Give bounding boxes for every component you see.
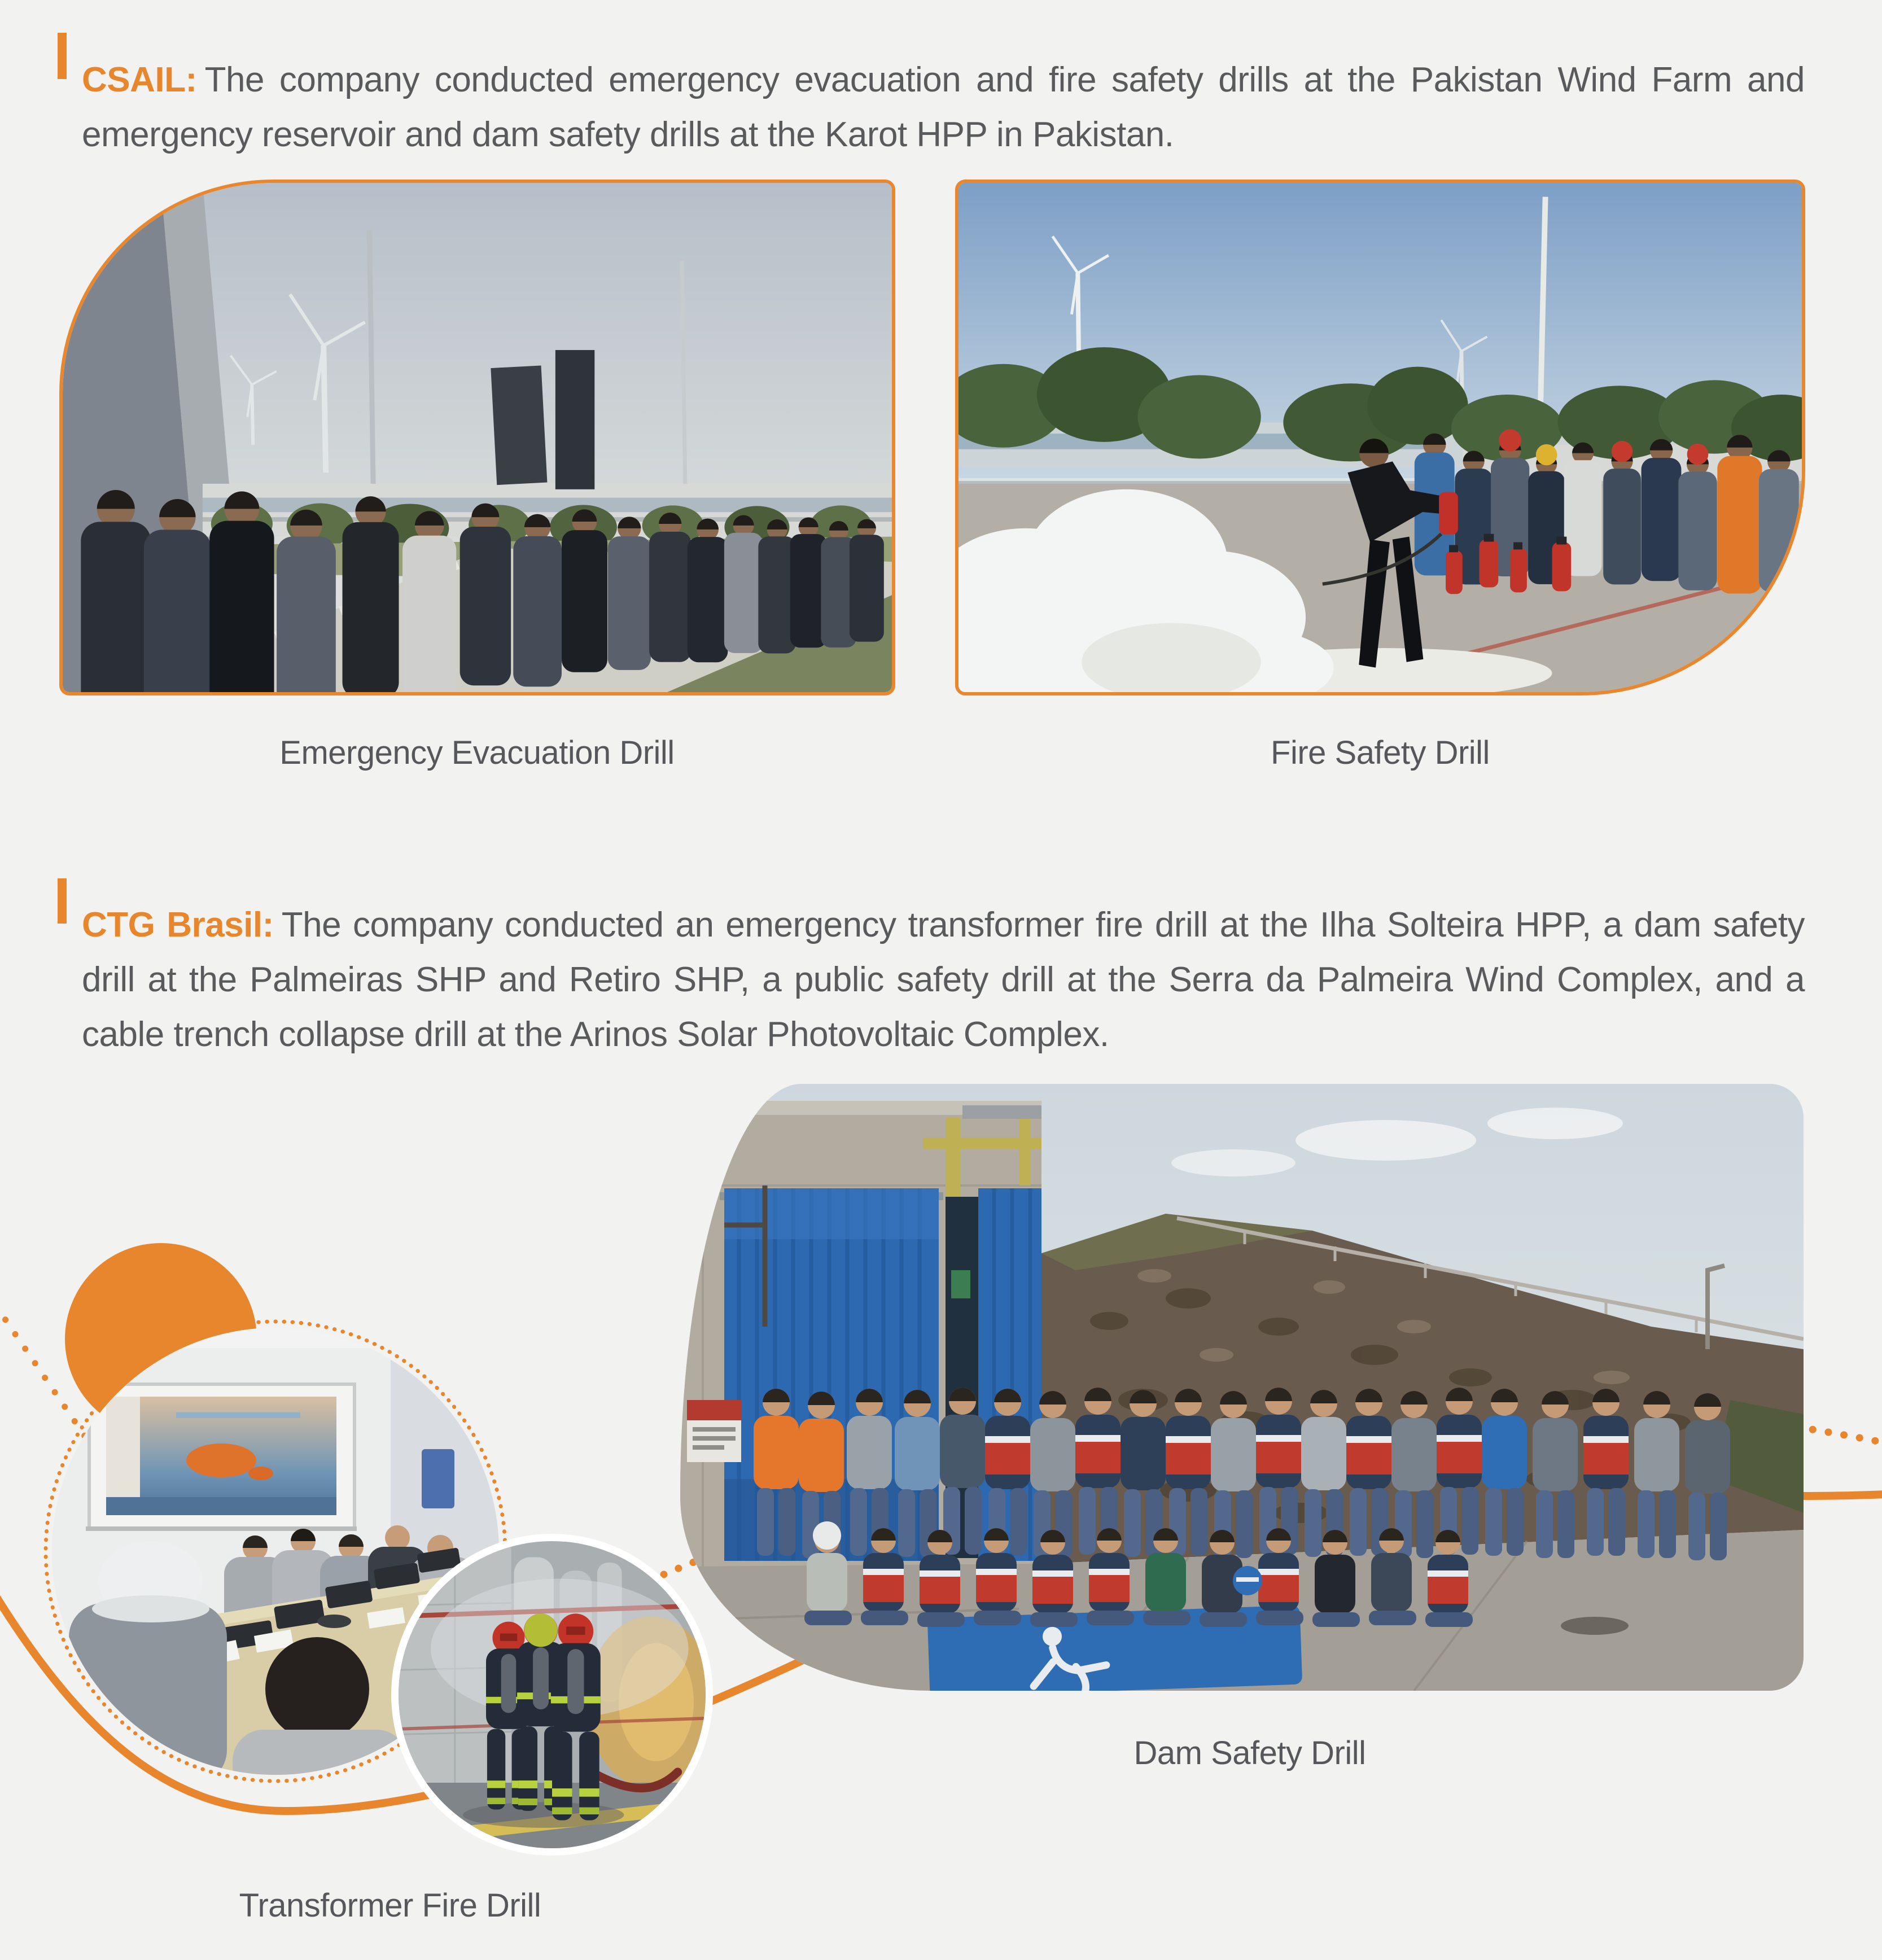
section-label-ctg-brasil: CTG Brasil: bbox=[82, 905, 274, 944]
caption-transformer-fire-drill: Transformer Fire Drill bbox=[239, 1887, 541, 1924]
section-text-ctg-brasil: The company conducted an emergency transformer fire drill at the Ilha Solteira HPP, a dam safety drill at the Palmeiras SHP and Retiro SHP, a public safety drill at the Serra da Palmeira Wind Complex, and a cable trench collapse drill at the Arinos Solar Photovoltaic Complex. bbox=[82, 905, 1805, 1054]
paragraph-csail bbox=[82, 53, 1805, 162]
photo-transformer-fire-drill-firefighters bbox=[391, 1534, 713, 1856]
section-label-csail: CSAIL: bbox=[82, 60, 197, 99]
photo-emergency-evacuation-drill bbox=[59, 180, 895, 695]
section-bar-csail bbox=[58, 33, 67, 79]
paragraph-ctg-brasil bbox=[82, 898, 1805, 1062]
photo-fire-safety-drill bbox=[955, 180, 1805, 695]
warning-sign bbox=[687, 1400, 741, 1462]
photo-dam-safety-drill bbox=[680, 1084, 1804, 1691]
caption-dam-safety-drill: Dam Safety Drill bbox=[1133, 1735, 1366, 1771]
caption-fire-safety: Fire Safety Drill bbox=[1271, 734, 1490, 771]
section-bar-ctg-brasil bbox=[58, 878, 67, 924]
caption-emergency-evacuation: Emergency Evacuation Drill bbox=[279, 734, 675, 771]
section-text-csail: The company conducted emergency evacuation and fire safety drills at the Pakistan Wind Farm and emergency reservoir and dam safety drills at the Karot HPP in Pakistan. bbox=[82, 60, 1805, 154]
